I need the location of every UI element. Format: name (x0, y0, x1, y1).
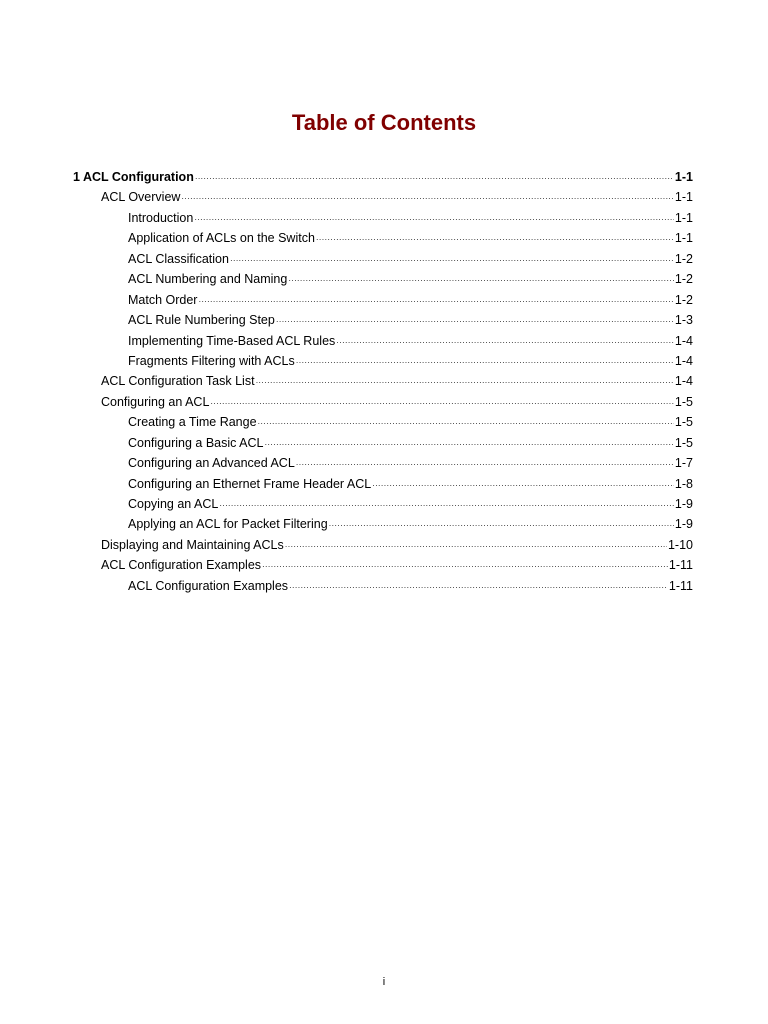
toc-entry-application-of-acls[interactable] (73, 230, 693, 250)
toc-entry-acl-rule-numbering-step[interactable] (73, 312, 693, 332)
dot-leader (372, 476, 674, 494)
toc-entry-label: ACL Configuration Examples (128, 578, 289, 593)
toc-entry-page: 1-2 (674, 272, 693, 287)
toc-entry-page: 1-1 (674, 210, 693, 225)
dot-leader (296, 353, 674, 371)
toc-entry-page: 1-1 (674, 231, 693, 246)
toc-entry-page: 1-2 (674, 292, 693, 307)
toc-entry-configuring-basic-acl[interactable] (73, 435, 693, 455)
page-number: i (382, 976, 386, 988)
toc-entry-page: 1-11 (668, 558, 693, 573)
toc-entry-label: Configuring a Basic ACL (128, 435, 264, 450)
toc-entry-match-order[interactable] (73, 292, 693, 312)
toc-entry-time-based-acl-rules[interactable] (73, 333, 693, 353)
dot-leader (285, 537, 667, 555)
toc-entry-label: ACL Classification (128, 251, 229, 266)
toc-entry-page: 1-1 (674, 190, 693, 205)
toc-entry-applying-acl-packet-filtering[interactable] (73, 516, 693, 536)
dot-leader (210, 394, 674, 412)
dot-leader (316, 230, 674, 248)
dot-leader (329, 516, 674, 534)
dot-leader (289, 578, 668, 596)
toc-entry-label: Configuring an ACL (101, 394, 210, 409)
dot-leader (256, 373, 674, 391)
toc-entry-page: 1-9 (674, 517, 693, 532)
dot-leader (194, 210, 674, 228)
toc-entry-label: ACL Configuration Task List (101, 374, 255, 389)
dot-leader (230, 251, 674, 269)
toc-entry-page: 1-5 (674, 394, 693, 409)
toc-entry-label: Application of ACLs on the Switch (128, 231, 315, 246)
toc-entry-label: ACL Numbering and Naming (128, 272, 288, 287)
toc-entry-page: 1-9 (674, 497, 693, 511)
toc-entry-page: 1-10 (667, 537, 693, 552)
toc-entry-page: 1-4 (674, 353, 693, 368)
toc-entry-configuring-ethernet-frame-header-acl[interactable] (73, 476, 693, 496)
toc-entry-page: 1-7 (674, 456, 693, 471)
dot-leader (195, 169, 674, 187)
toc-entry-label: Match Order (128, 292, 198, 307)
toc-entry-page: 1-4 (674, 333, 693, 348)
toc-entry-label: Copying an ACL (128, 497, 219, 511)
toc-entry-configuring-advanced-acl[interactable] (73, 455, 693, 475)
dot-leader (288, 271, 674, 289)
toc-entry-label: Applying an ACL for Packet Filtering (128, 517, 328, 532)
toc-entry-label: ACL Configuration Examples (101, 558, 262, 573)
toc-entry-label: Creating a Time Range (128, 415, 257, 430)
toc-entry-acl-configuration-task-list[interactable] (73, 373, 693, 393)
dot-leader (181, 189, 674, 207)
toc-entry-introduction[interactable] (73, 210, 693, 230)
dot-leader (276, 312, 674, 330)
toc-entry-copying-an-acl[interactable] (73, 496, 693, 516)
toc-entry-page: 1-5 (674, 435, 693, 450)
toc-entry-label: ACL Rule Numbering Step (128, 313, 275, 328)
toc-entry-configuring-an-acl[interactable] (73, 394, 693, 414)
toc-entry-acl-overview[interactable] (73, 189, 693, 209)
page-title: Table of Contents (291, 110, 477, 135)
toc-entry-acl-configuration[interactable] (73, 169, 693, 189)
toc-entry-displaying-maintaining-acls[interactable] (73, 537, 693, 557)
toc-entry-page: 1-3 (674, 313, 693, 328)
toc-entry-page: 1-1 (674, 170, 693, 184)
toc-entry-label: Fragments Filtering with ACLs (128, 353, 295, 368)
dot-leader (336, 333, 674, 351)
toc-entry-acl-classification[interactable] (73, 251, 693, 271)
toc-entry-label: ACL Overview (101, 190, 181, 205)
dot-leader (296, 455, 674, 473)
toc-entry-label: Configuring an Advanced ACL (128, 456, 295, 471)
toc-entry-creating-time-range[interactable] (73, 414, 693, 434)
toc-entry-label: 1 ACL Configuration (73, 170, 194, 184)
toc-entry-page: 1-5 (674, 415, 693, 430)
toc-list (73, 169, 693, 598)
toc-entry-fragments-filtering[interactable] (73, 353, 693, 373)
dot-leader (265, 435, 674, 453)
toc-entry-page: 1-2 (674, 251, 693, 266)
toc-entry-page: 1-11 (668, 578, 693, 593)
toc-entry-page: 1-8 (674, 476, 693, 491)
toc-entry-label: Configuring an Ethernet Frame Header ACL (128, 476, 372, 491)
toc-entry-page: 1-4 (674, 374, 693, 389)
dot-leader (262, 557, 668, 575)
dot-leader (219, 496, 674, 514)
dot-leader (258, 414, 674, 432)
toc-entry-label: Displaying and Maintaining ACLs (101, 537, 284, 552)
toc-entry-acl-configuration-examples-section[interactable] (73, 557, 693, 577)
toc-entry-label: Implementing Time-Based ACL Rules (128, 333, 336, 348)
toc-entry-acl-configuration-examples[interactable] (73, 578, 693, 598)
dot-leader (198, 292, 673, 310)
toc-entry-acl-numbering-naming[interactable] (73, 271, 693, 291)
toc-entry-label: Introduction (128, 210, 194, 225)
